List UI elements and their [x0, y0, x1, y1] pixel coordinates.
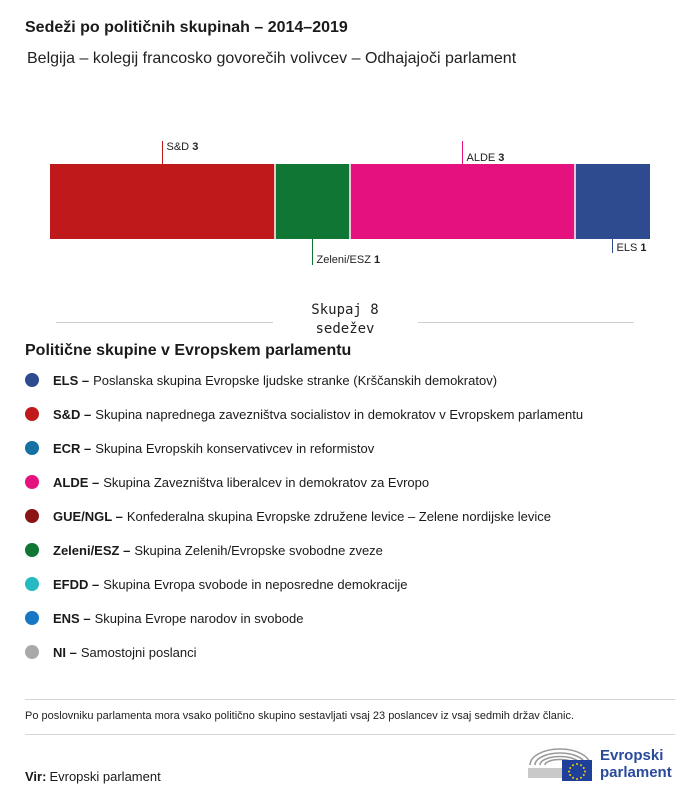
stacked-bar-chart [0, 130, 700, 280]
legend [25, 372, 685, 678]
legend-item [25, 474, 685, 508]
legend-color-dot-icon [25, 509, 39, 523]
legend-color-dot-icon [25, 543, 39, 557]
bar-segment-els [575, 164, 650, 239]
legend-description: Skupina Evrope narodov in svobode [94, 611, 304, 626]
legend-description: Poslanska skupina Evropske ljudske stranke (Krščanskih demokratov) [93, 373, 498, 388]
footnote: Po poslovniku parlamenta mora vsako politično skupino sestavljati vsaj 23 poslancev iz vsaj sedmih držav članic. [25, 710, 575, 722]
legend-description: Skupina Evropa svobode in neposredne demokracije [103, 577, 408, 592]
legend-color-dot-icon [25, 373, 39, 387]
legend-item [25, 644, 685, 678]
legend-color-dot-icon [25, 611, 39, 625]
segment-label-alde: ALDE 3 [466, 152, 505, 164]
legend-color-dot-icon [25, 475, 39, 489]
legend-description: Skupina naprednega zavezništva socialistov in demokratov v Evropskem parlamentu [95, 407, 584, 422]
legend-description: Skupina Evropskih konservativcev in reformistov [95, 441, 375, 456]
chart-title: Sedeži po političnih skupinah – 2014–2019 [25, 19, 348, 36]
legend-color-dot-icon [25, 577, 39, 591]
footnote-top-rule [25, 699, 675, 700]
legend-text [53, 474, 429, 491]
total-seats-line-1: Skupaj 8 [311, 302, 379, 318]
legend-item [25, 372, 685, 406]
source [25, 769, 161, 784]
legend-abbr: ENS – [53, 611, 91, 626]
source-text: Evropski parlament [49, 769, 161, 784]
source-label: Vir: [25, 769, 47, 784]
legend-color-dot-icon [25, 407, 39, 421]
logo-line-2: parlament [600, 764, 672, 781]
bar-segment-s-d [50, 164, 275, 239]
legend-color-dot-icon [25, 441, 39, 455]
legend-text [53, 440, 374, 457]
segment-label-s-d: S&D 3 [166, 141, 199, 153]
legend-text [53, 644, 196, 661]
legend-item [25, 508, 685, 542]
legend-text [53, 406, 583, 423]
bar-segment-alde [350, 164, 575, 239]
legend-abbr: NI – [53, 645, 77, 660]
segment-label-els: ELS 1 [616, 242, 647, 254]
legend-abbr: S&D – [53, 407, 92, 422]
total-divider-left [56, 322, 273, 323]
legend-item [25, 440, 685, 474]
legend-abbr: Zeleni/ESZ – [53, 543, 131, 558]
logo-line-1: Evropski [600, 747, 664, 764]
legend-abbr: ELS – [53, 373, 90, 388]
logo-wordmark [600, 747, 672, 781]
total-seats-line-2: sedežev [315, 321, 375, 337]
legend-description: Skupina Zavezništva liberalcev in demokratov za Evropo [103, 475, 430, 490]
total-divider-right [418, 322, 634, 323]
legend-abbr: EFDD – [53, 577, 100, 592]
legend-item [25, 406, 685, 440]
legend-item [25, 576, 685, 610]
legend-abbr: ALDE – [53, 475, 100, 490]
legend-abbr: ECR – [53, 441, 92, 456]
legend-title: Politične skupine v Evropskem parlamentu [25, 342, 352, 359]
legend-color-dot-icon [25, 645, 39, 659]
chart-subtitle: Belgija – kolegij francosko govorečih volivcev – Odhajajoči parlament [27, 50, 517, 67]
bar-segment-zeleni-esz [275, 164, 350, 239]
legend-description: Konfederalna skupina Evropske združene levice – Zelene nordijske levice [126, 509, 552, 524]
legend-text [53, 576, 407, 593]
total-seats-label [272, 301, 418, 339]
legend-item [25, 610, 685, 644]
legend-text [53, 508, 551, 525]
legend-item [25, 542, 685, 576]
legend-text [53, 542, 383, 559]
legend-description: Skupina Zelenih/Evropske svobodne zveze [134, 543, 383, 558]
legend-text [53, 372, 497, 389]
segment-label-zeleni-esz: Zeleni/ESZ 1 [316, 254, 381, 266]
legend-text [53, 610, 303, 627]
footnote-bottom-rule [25, 734, 675, 735]
legend-description: Samostojni poslanci [80, 645, 197, 660]
legend-abbr: GUE/NGL – [53, 509, 123, 524]
